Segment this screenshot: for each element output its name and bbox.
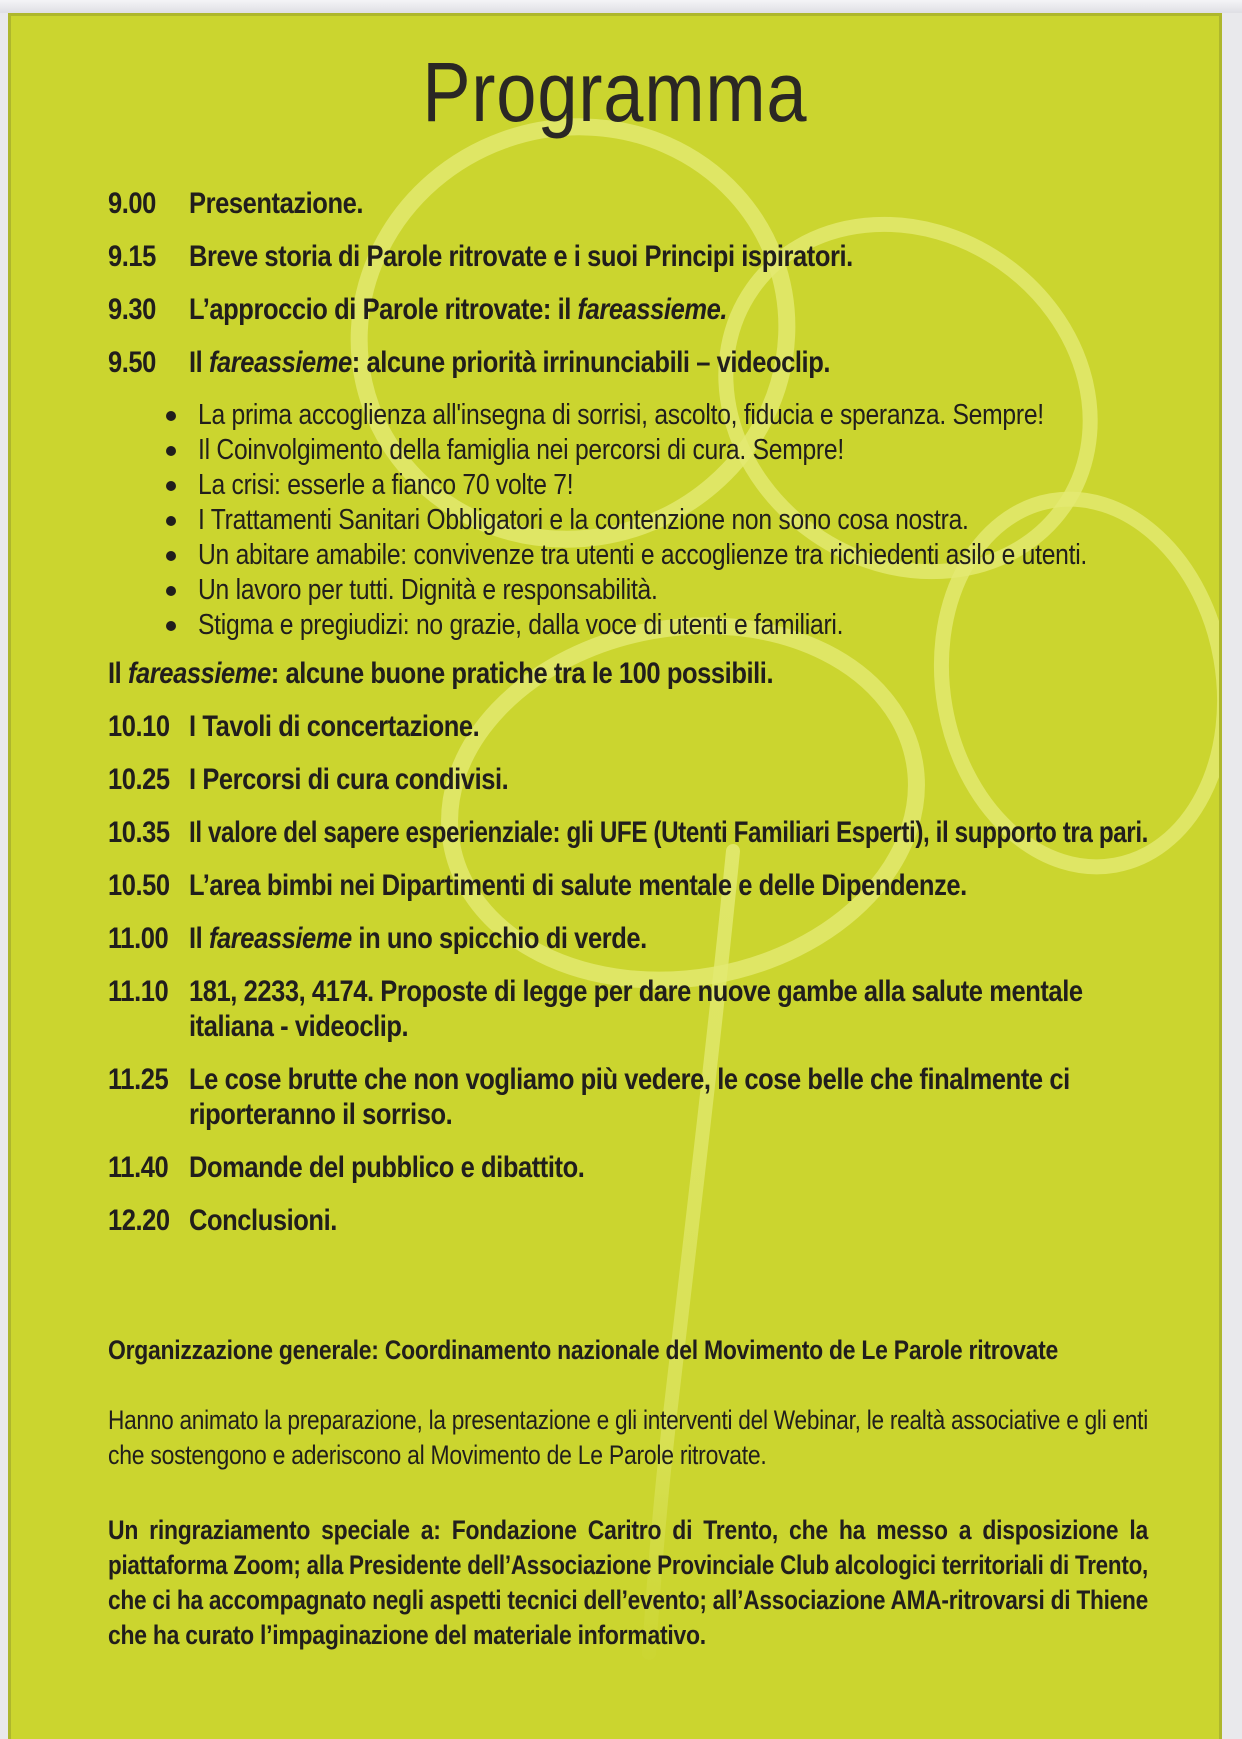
item-text-block bbox=[189, 762, 1148, 797]
bullet-dot-cell bbox=[166, 608, 198, 643]
thanks-text: Un ringraziamento speciale a: Fondazione Caritro di Trento, che ha messo a disposizione la bbox=[108, 1515, 1149, 1545]
bullet-dot-cell bbox=[166, 503, 198, 538]
time-label bbox=[108, 1150, 189, 1185]
time-label bbox=[108, 815, 189, 850]
schedule-item bbox=[108, 709, 1148, 744]
bullet-dot-cell bbox=[166, 573, 198, 608]
time-text: 11.25 bbox=[108, 1063, 169, 1096]
time-label bbox=[108, 868, 189, 903]
bullet-dot-icon bbox=[166, 516, 176, 526]
item-text-block bbox=[189, 1203, 1148, 1238]
schedule-list bbox=[108, 186, 1148, 1238]
schedule-row bbox=[108, 868, 1148, 903]
time-text: 9.15 bbox=[108, 240, 156, 273]
item-text-line bbox=[189, 921, 1148, 956]
italic-text: fareassieme bbox=[208, 922, 352, 955]
time-label bbox=[108, 1062, 189, 1132]
item-text-line bbox=[189, 1062, 1148, 1097]
item-text-block bbox=[189, 1150, 1148, 1185]
schedule-row bbox=[108, 292, 1148, 327]
bullet-text: Stigma e pregiudizi: no grazie, dalla voce di utenti e familiari. bbox=[198, 609, 844, 641]
bullet-item bbox=[108, 573, 1148, 608]
time-label bbox=[108, 921, 189, 956]
schedule-item bbox=[108, 1203, 1148, 1238]
time-label bbox=[108, 974, 189, 1044]
bullet-text: I Trattamenti Sanitari Obbligatori e la contenzione non sono cosa nostra. bbox=[198, 504, 969, 536]
item-text-block bbox=[189, 345, 1148, 380]
item-text: Il valore del sapere esperienziale: gli UFE (Utenti Familiari Esperti), il supporto tra pari. bbox=[189, 816, 1148, 849]
thanks-text-line bbox=[108, 1583, 1148, 1618]
bullet-text-line bbox=[198, 468, 1148, 503]
bullet-dot-icon bbox=[166, 551, 176, 561]
time-text: 11.10 bbox=[108, 975, 169, 1008]
schedule-row bbox=[108, 239, 1148, 274]
item-text: Il fareassieme: alcune priorità irrinunciabili – videoclip. bbox=[189, 346, 831, 379]
bullet-dot-cell bbox=[166, 538, 198, 573]
time-label bbox=[108, 239, 189, 274]
bullet-item bbox=[108, 503, 1148, 538]
bullet-text-block bbox=[198, 573, 1148, 608]
time-text: 10.50 bbox=[108, 869, 170, 902]
bullet-text: Un lavoro per tutti. Dignità e responsabilità. bbox=[198, 574, 658, 606]
thanks-text-line bbox=[108, 1548, 1148, 1583]
schedule-row bbox=[108, 656, 1148, 691]
bullet-list bbox=[108, 398, 1148, 643]
bullet-dot-icon bbox=[166, 481, 176, 491]
item-text-line bbox=[189, 1203, 1148, 1238]
credits-text-line bbox=[108, 1403, 1148, 1438]
time-label bbox=[108, 762, 189, 797]
schedule-row bbox=[108, 1150, 1148, 1185]
item-text: Domande del pubblico e dibattito. bbox=[189, 1151, 585, 1184]
schedule-item bbox=[108, 921, 1148, 956]
bullet-text-line bbox=[198, 433, 1148, 468]
bullet-text: Un abitare amabile: convivenze tra utenti e accoglienze tra richiedenti asilo e utenti. bbox=[198, 539, 1088, 571]
bullet-item bbox=[108, 433, 1148, 468]
bullet-item bbox=[108, 608, 1148, 643]
schedule-item bbox=[108, 345, 1148, 643]
bullet-text-line bbox=[198, 573, 1148, 608]
schedule-item bbox=[108, 762, 1148, 797]
time-label bbox=[108, 186, 189, 221]
time-text: 10.25 bbox=[108, 763, 170, 796]
item-text: italiana - videoclip. bbox=[189, 1010, 409, 1043]
item-text-line bbox=[189, 815, 1148, 850]
item-text: I Percorsi di cura condivisi. bbox=[189, 763, 509, 796]
item-text-line bbox=[189, 239, 1148, 274]
bullet-text-block bbox=[198, 468, 1148, 503]
item-text: L’area bimbi nei Dipartimenti di salute mentale e delle Dipendenze. bbox=[189, 869, 967, 902]
schedule-row bbox=[108, 921, 1148, 956]
credits-text: Hanno animato la preparazione, la presentazione e gli interventi del Webinar, le realtà associative e gli enti bbox=[108, 1405, 1148, 1435]
bullet-dot-cell bbox=[166, 398, 198, 433]
schedule-item bbox=[108, 1150, 1148, 1185]
item-text: Le cose brutte che non vogliamo più vedere, le cose belle che finalmente ci bbox=[189, 1063, 1070, 1096]
time-label bbox=[108, 709, 189, 744]
bullet-dot-icon bbox=[166, 411, 176, 421]
italic-text: fareassieme bbox=[208, 346, 352, 379]
organization-text-line bbox=[108, 1333, 1148, 1368]
credits-paragraph bbox=[108, 1403, 1148, 1473]
schedule-row bbox=[108, 1062, 1148, 1132]
item-text: 181, 2233, 4174. Proposte di legge per dare nuove gambe alla salute mentale bbox=[189, 975, 1083, 1008]
bullet-dot-icon bbox=[166, 446, 176, 456]
time-text: 10.35 bbox=[108, 816, 170, 849]
schedule-row bbox=[108, 815, 1148, 850]
item-text-block bbox=[189, 186, 1148, 221]
time-text: 10.10 bbox=[108, 710, 170, 743]
item-text-line bbox=[108, 656, 1148, 691]
schedule-row bbox=[108, 186, 1148, 221]
credits-text-line bbox=[108, 1438, 1148, 1473]
schedule-item bbox=[108, 656, 1148, 691]
bullet-text: La crisi: esserle a fianco 70 volte 7! bbox=[198, 469, 574, 501]
thanks-paragraph bbox=[108, 1513, 1148, 1653]
item-text-line bbox=[189, 345, 1148, 380]
item-text: L’approccio di Parole ritrovate: il fareassieme. bbox=[189, 293, 727, 326]
bullet-text-line bbox=[198, 608, 1148, 643]
item-text: I Tavoli di concertazione. bbox=[189, 710, 480, 743]
item-text-block bbox=[189, 1062, 1148, 1132]
schedule-row bbox=[108, 762, 1148, 797]
credits-text: che sostengono e aderiscono al Movimento de Le Parole ritrovate. bbox=[108, 1440, 767, 1470]
page-title bbox=[11, 44, 1219, 141]
item-text-line bbox=[189, 762, 1148, 797]
schedule-item bbox=[108, 239, 1148, 274]
schedule-item bbox=[108, 292, 1148, 327]
schedule-item bbox=[108, 1062, 1148, 1132]
thanks-text: che ci ha accompagnato negli aspetti tecnici dell’evento; all’Associazione AMA-ritrovarsi di Thiene bbox=[108, 1585, 1148, 1615]
thanks-text: che ha curato l’impaginazione del materiale informativo. bbox=[108, 1620, 706, 1650]
schedule-item bbox=[108, 815, 1148, 850]
bullet-dot-icon bbox=[166, 586, 176, 596]
page-title-text: Programma bbox=[422, 45, 808, 139]
item-text-line bbox=[189, 292, 1148, 327]
bullet-text: Il Coinvolgimento della famiglia nei percorsi di cura. Sempre! bbox=[198, 434, 844, 466]
poster-page bbox=[8, 13, 1222, 1739]
bullet-item bbox=[108, 398, 1148, 433]
bullet-text-block bbox=[198, 433, 1148, 468]
item-text-block bbox=[189, 868, 1148, 903]
time-text: 9.30 bbox=[108, 293, 156, 326]
item-text: Conclusioni. bbox=[189, 1204, 337, 1237]
bullet-text-line bbox=[198, 503, 1148, 538]
item-text-line bbox=[189, 974, 1148, 1009]
schedule-row bbox=[108, 345, 1148, 380]
program-content bbox=[108, 186, 1148, 1653]
thanks-text: piattaforma Zoom; alla Presidente dell’Associazione Provinciale Club alcologici territoriali di Trento, bbox=[108, 1550, 1148, 1580]
italic-text: fareassieme bbox=[127, 657, 271, 690]
time-label bbox=[108, 292, 189, 327]
item-text-line bbox=[189, 868, 1148, 903]
bullet-text-line bbox=[198, 398, 1148, 433]
item-text-block bbox=[189, 815, 1148, 850]
organization-line bbox=[108, 1333, 1148, 1368]
item-text: Il fareassieme: alcune buone pratiche tra le 100 possibili. bbox=[108, 657, 774, 690]
bullet-text-block bbox=[198, 503, 1148, 538]
item-text-block bbox=[189, 239, 1148, 274]
bullet-dot-cell bbox=[166, 468, 198, 503]
bullet-item bbox=[108, 538, 1148, 573]
item-text-block bbox=[189, 921, 1148, 956]
bullet-text-block bbox=[198, 538, 1148, 573]
time-text: 9.00 bbox=[108, 187, 156, 220]
item-text-line bbox=[189, 1097, 1148, 1132]
time-text: 11.40 bbox=[108, 1151, 169, 1184]
bullet-dot-cell bbox=[166, 433, 198, 468]
item-text-block bbox=[189, 709, 1148, 744]
item-text-block bbox=[189, 974, 1148, 1044]
item-text-block bbox=[108, 656, 1148, 691]
thanks-text-line bbox=[108, 1618, 1148, 1653]
item-text-line bbox=[189, 709, 1148, 744]
schedule-item bbox=[108, 868, 1148, 903]
schedule-row bbox=[108, 709, 1148, 744]
organization-text: Organizzazione generale: Coordinamento nazionale del Movimento de Le Parole ritrovate bbox=[108, 1335, 1059, 1365]
item-text-line bbox=[189, 1009, 1148, 1044]
item-text-line bbox=[189, 186, 1148, 221]
time-label bbox=[108, 1203, 189, 1238]
bullet-item bbox=[108, 468, 1148, 503]
item-text-line bbox=[189, 1150, 1148, 1185]
item-text: Breve storia di Parole ritrovate e i suoi Principi ispiratori. bbox=[189, 240, 853, 273]
schedule-row bbox=[108, 1203, 1148, 1238]
item-text: Il fareassieme in uno spicchio di verde. bbox=[189, 922, 647, 955]
bullet-text-line bbox=[198, 538, 1148, 573]
thanks-text-line bbox=[108, 1513, 1148, 1548]
time-label bbox=[108, 345, 189, 380]
item-text: riporteranno il sorriso. bbox=[189, 1098, 453, 1131]
bullet-text: La prima accoglienza all'insegna di sorrisi, ascolto, fiducia e speranza. Sempre! bbox=[198, 399, 1044, 431]
schedule-item bbox=[108, 974, 1148, 1044]
item-text: Presentazione. bbox=[189, 187, 364, 220]
bullet-text-block bbox=[198, 398, 1148, 433]
italic-text: fareassieme. bbox=[577, 293, 727, 326]
bullet-dot-icon bbox=[166, 621, 176, 631]
viewer-top-band bbox=[0, 0, 1242, 13]
item-text-block bbox=[189, 292, 1148, 327]
bullet-text-block bbox=[198, 608, 1148, 643]
schedule-row bbox=[108, 974, 1148, 1044]
time-text: 12.20 bbox=[108, 1204, 170, 1237]
schedule-item bbox=[108, 186, 1148, 221]
time-text: 11.00 bbox=[108, 922, 169, 955]
time-text: 9.50 bbox=[108, 346, 156, 379]
